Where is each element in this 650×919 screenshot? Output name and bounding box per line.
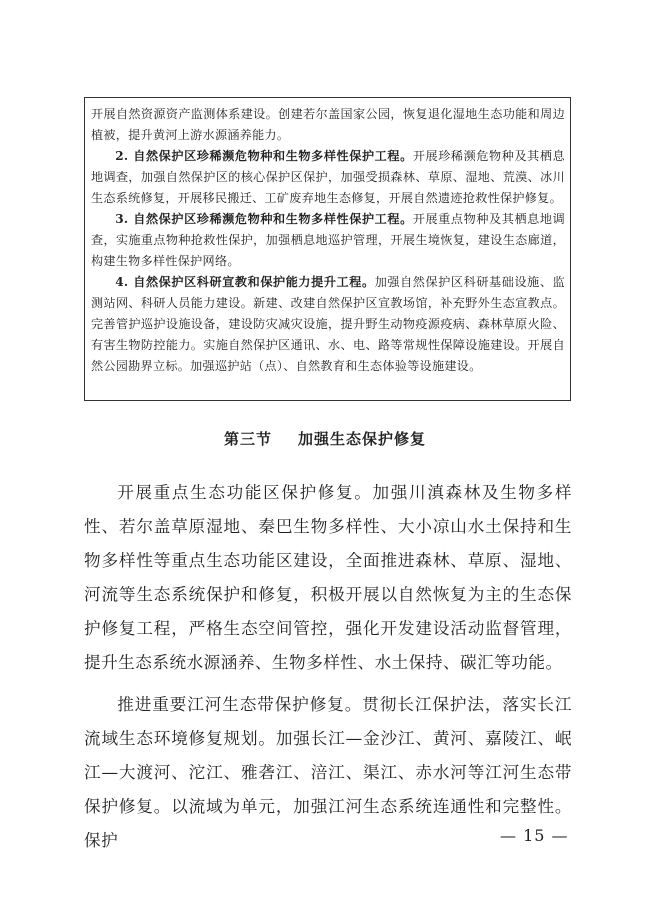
box-item-2 bbox=[91, 146, 565, 209]
box-item-3-text: 开展重点物种及其栖息地调查，实施重点物种抢救性保护，加强栖息地巡护管理，开展生境恢复，建设生态廊道，构建生物多样性保护网络。 bbox=[91, 212, 565, 268]
section-heading bbox=[0, 428, 650, 449]
box-item-4 bbox=[91, 272, 565, 377]
box-intro: 开展自然资源资产监测体系建设。创建若尔盖国家公园，恢复退化湿地生态功能和周边植被，提升黄河上游水源涵养能力。 bbox=[91, 107, 565, 142]
page-number: — 15 — bbox=[500, 826, 569, 845]
box-item-2-title: 2. 自然保护区珍稀濒危物种和生物多样性保护工程。 bbox=[115, 149, 413, 163]
box-item-4-text: 加强自然保护区科研基础设施、监测站网、科研人员能力建设。新建、改建自然保护区宣教场馆，补充野外生态宣教点。完善管护巡护设施设备，建设防灾减灾设施，提升野生动物疫源疫病、森林草原火险、有害生物防控能力。实施自然保护区通讯、水、电、路等常规性保障设施建设。开展自然公园勘界立标。加强巡护站（点）、自然教育和生态体验等设施建设。 bbox=[91, 275, 565, 373]
box-item-4-title: 4. 自然保护区科研宣教和保护能力提升工程。 bbox=[115, 275, 375, 289]
paragraph-2: 推进重要江河生态带保护修复。贯彻长江保护法，落实长江流域生态环境修复规划。加强长江—金沙江、黄河、嘉陵江、岷江—大渡河、沱江、雅砻江、涪江、渠江、赤水河等江河生态带保护修复。以流域为单元，加强江河生态系统连通性和完整性。保护 bbox=[84, 695, 572, 850]
body-text bbox=[84, 476, 572, 866]
section-number: 第三节 bbox=[223, 430, 272, 448]
project-box bbox=[84, 97, 571, 401]
box-item-3-title: 3. 自然保护区珍稀濒危物种和生物多样性保护工程。 bbox=[115, 212, 413, 226]
box-item-2-text: 开展珍稀濒危物种及其栖息地调查，加强自然保护区的核心保护区保护，加强受损森林、草原、湿地、荒漠、冰川生态系统修复，开展移民搬迁、工矿废弃地生态修复，开展自然遗迹抢救性保护修复。 bbox=[91, 149, 565, 205]
paragraph-1: 开展重点生态功能区保护修复。加强川滇森林及生物多样性、若尔盖草原湿地、秦巴生物多样性、大小凉山水土保持和生物多样性等重点生态功能区建设，全面推进森林、草原、湿地、河流等生态系统保护和修复，积极开展以自然恢复为主的生态保护修复工程，严格生态空间管控，强化开发建设活动监督管理，提升生态系统水源涵养、生物多样性、水土保持、碳汇等功能。 bbox=[84, 483, 572, 672]
box-item-3 bbox=[91, 209, 565, 272]
section-title: 加强生态保护修复 bbox=[298, 430, 427, 448]
